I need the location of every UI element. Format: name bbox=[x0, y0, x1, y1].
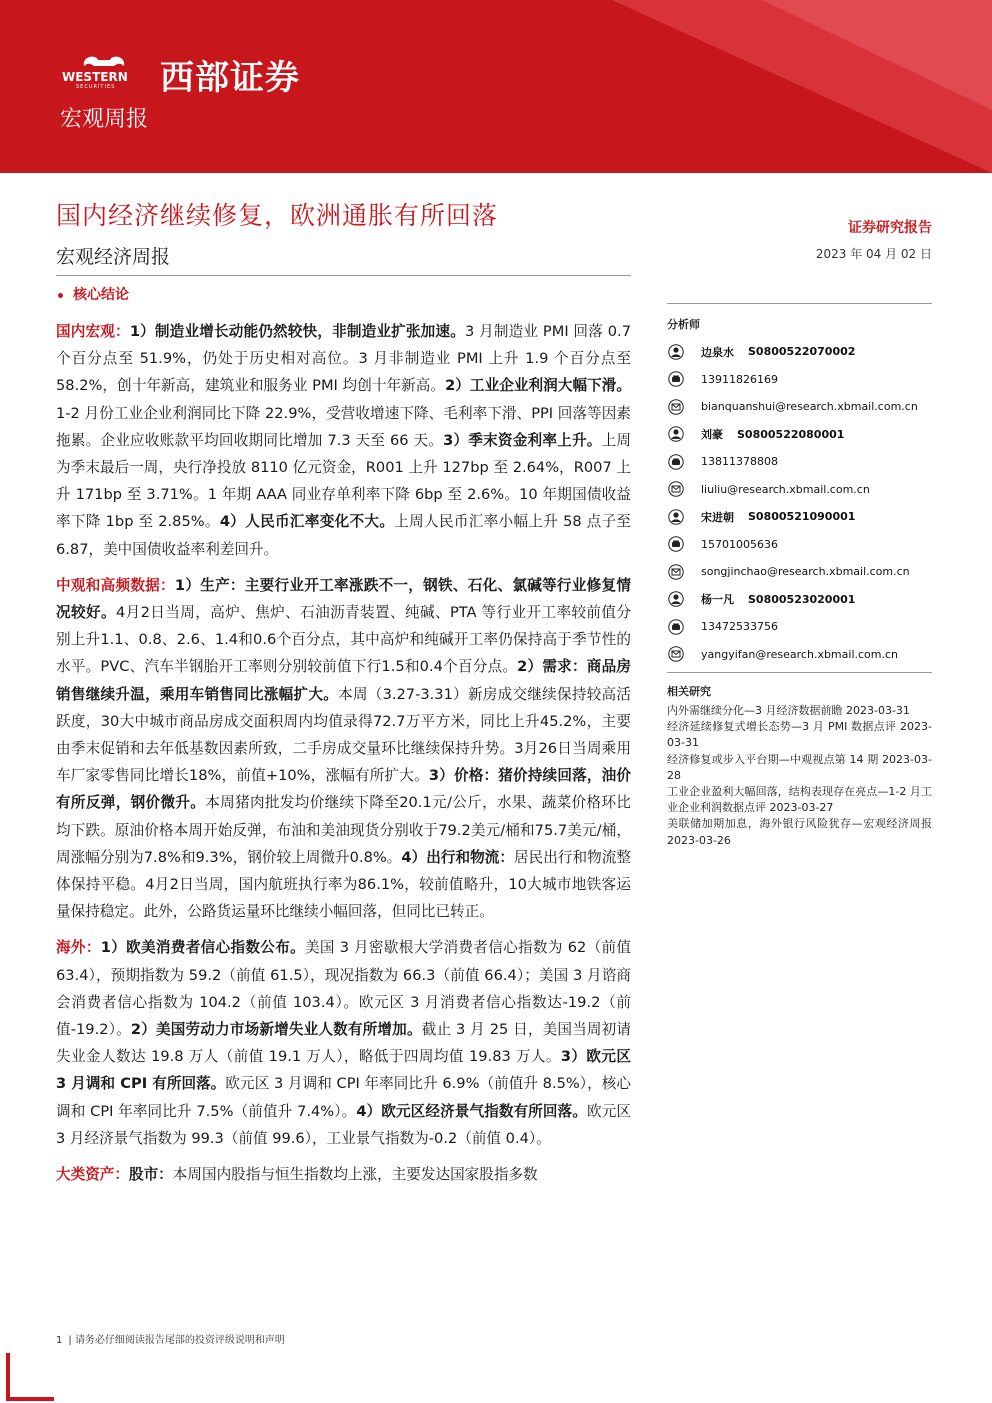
analyst-heading: 分析师 bbox=[667, 318, 700, 331]
footer-disclaimer: 请务必仔细阅读报告尾部的投资评级说明和声明 bbox=[74, 1335, 285, 1346]
logo-text-en: WESTERN bbox=[62, 70, 128, 84]
analyst-name: 刘豪 bbox=[701, 428, 723, 442]
analyst-certificate: S0800521090001 bbox=[748, 510, 856, 524]
phone-icon bbox=[667, 618, 685, 636]
analyst-row bbox=[667, 558, 932, 586]
person-icon bbox=[667, 425, 685, 443]
mail-icon bbox=[667, 563, 685, 581]
paragraph-highlight: 1）制造业增长动能仍然较快，非制造业扩张加速。 bbox=[129, 323, 465, 340]
analyst-row bbox=[667, 393, 932, 421]
related-item[interactable]: 经济延续修复式增长态势—3 月 PMI 数据点评 2023-03-31 bbox=[667, 720, 932, 750]
paragraph-highlight: 3）价格：猪价持续回落，油价有所反弹，钢价微升。 bbox=[56, 767, 631, 812]
analyst-email[interactable]: yangyifan@research.xbmail.com.cn bbox=[701, 647, 899, 661]
sidebar bbox=[667, 303, 932, 849]
paragraph-highlight: 1）生产：主要行业开工率涨跌不一，钢铁、石化、氯碱等行业修复情况较好。 bbox=[56, 576, 631, 622]
phone-icon bbox=[667, 453, 685, 471]
paragraph-text: 本周国内股指与恒生指数均上涨，主要发达国家股指多数 bbox=[172, 1166, 538, 1184]
analyst-certificate: S0800523020001 bbox=[748, 592, 856, 606]
header-decoration-light bbox=[762, 0, 992, 110]
analyst-row bbox=[667, 586, 932, 614]
analyst-list bbox=[667, 338, 932, 668]
paragraph-highlight: 4）欧元区经济景气指数有所回落。 bbox=[356, 1102, 588, 1120]
paragraph-text: 4月2日当周，高炉、焦炉、石油沥青装置、纯碱、PTA 等行业开工率较前值分别上升1.1、0.8、2.6、1.4和0.6个百分点，其中高炉和纯碱开工率仍保持高于季节性的水平。PVC、汽车半钢胎开工率则分别较前值下行1.5和0.4个百分点。 bbox=[56, 604, 631, 676]
analyst-email[interactable]: liuliu@research.xbmail.com.cn bbox=[701, 482, 870, 496]
related-list bbox=[667, 703, 932, 849]
paragraph-text: 上周为季末最后一周，央行净投放 8110 亿元资金，R001 上升 127bp 至 2.64%，R007 上升 171bp 至 3.71%。1 年期 AAA 同业存单利率下降 6bp 至 2.6%。10 年期国债收益率下降 1bp 至 2.85%。 bbox=[56, 431, 631, 531]
analyst-certificate: S0800522080001 bbox=[737, 427, 845, 441]
key-conclusion-label: 核心结论 bbox=[73, 287, 129, 303]
paragraph-text: 上周人民币汇率小幅上升 58 点子至 6.87，美中国债收益率利差回升。 bbox=[56, 513, 632, 558]
analyst-name: 杨一凡 bbox=[701, 593, 734, 607]
analyst-row bbox=[667, 641, 932, 669]
analyst-row bbox=[667, 421, 932, 449]
analyst-certificate: S0800522070002 bbox=[748, 345, 856, 359]
body-paragraph bbox=[56, 572, 631, 926]
bullet-icon bbox=[58, 293, 63, 298]
mail-icon bbox=[667, 645, 685, 663]
related-item[interactable]: 经济修复或步入平台期—中观视点第 14 期 2023-03-28 bbox=[667, 752, 932, 782]
mail-icon bbox=[667, 398, 685, 416]
report-date: 2023 年 04 月 02 日 bbox=[815, 247, 932, 261]
related-item[interactable]: 美联储加期加息，海外银行风险犹存—宏观经济周报 2023-03-26 bbox=[667, 817, 932, 847]
body-paragraph bbox=[56, 318, 631, 563]
paragraph-text: 居民出行和物流整体保持平稳。4月2日当周，国内航班执行率为86.1%，较前值略升，10大城市地铁客运量保持稳定。此外，公路货运量环比继续小幅回落，但同比已转正。 bbox=[56, 848, 631, 921]
paragraph-highlight: 4）人民币汇率变化不大。 bbox=[219, 513, 395, 531]
paragraph-text: 1-2 月份工业企业利润同比下降 22.9%，受营收增速下降、毛利率下滑、PPI 回落等因素拖累。企业应收账款平均回收期同比增加 7.3 天至 66 天。 bbox=[56, 404, 631, 449]
paragraph-text: 3 月制造业 PMI 回落 0.7 个百分点至 51.9%，仍处于历史相对高位。3 月非制造业 PMI 上升 1.9 个百分点至 58.2%，创十年新高，建筑业和服务业 PMI 均创十年新高。 bbox=[56, 323, 631, 395]
paragraph-text: 截止 3 月 25 日，美国当周初请失业金人数达 19.8 万人（前值 19.1 万人），略低于四周均值 19.83 万人。 bbox=[56, 1021, 632, 1066]
report-subtitle: 宏观经济周报 bbox=[56, 246, 171, 268]
analyst-name: 宋进朝 bbox=[701, 510, 734, 524]
paragraph-lead: 海外： bbox=[56, 939, 101, 957]
sidebar-divider-2 bbox=[667, 672, 932, 673]
paragraph-highlight: 4）出行和物流： bbox=[401, 848, 514, 866]
page-number: 1 bbox=[56, 1335, 63, 1346]
analyst-name: 边泉水 bbox=[701, 345, 734, 359]
company-name: 西部证券 bbox=[160, 58, 300, 98]
body-paragraph bbox=[56, 934, 631, 1152]
analyst-phone: 13472533756 bbox=[701, 620, 778, 634]
paragraph-highlight: 2）美国劳动力市场新增失业人数有所增加。 bbox=[130, 1021, 422, 1039]
logo-text-en-sub: SECURITIES bbox=[76, 84, 116, 90]
analyst-phone: 13911826169 bbox=[701, 372, 778, 386]
paragraph-text: 欧元区 3 月调和 CPI 年率同比升 6.9%（前值升 8.5%），核心调和 CPI 年率同比升 7.5%（前值升 7.4%）。 bbox=[56, 1075, 631, 1120]
person-icon bbox=[667, 343, 685, 361]
analyst-phone: 15701005636 bbox=[701, 537, 778, 551]
key-conclusion-heading bbox=[56, 284, 129, 304]
analyst-row bbox=[667, 613, 932, 641]
phone-icon bbox=[667, 370, 685, 388]
paragraph-highlight: 2）工业企业利润大幅下滑。 bbox=[445, 377, 631, 395]
report-title: 国内经济继续修复，欧洲通胀有所回落 bbox=[56, 201, 499, 230]
footer-separator: | bbox=[68, 1335, 72, 1346]
body-paragraph bbox=[56, 1161, 631, 1188]
analyst-row bbox=[667, 338, 932, 366]
analyst-row bbox=[667, 366, 932, 394]
paragraph-highlight: 3）季末资金利率上升。 bbox=[443, 431, 602, 449]
paragraph-highlight: 2）需求：商品房销售继续升温，乘用车销售同比涨幅扩大。 bbox=[56, 658, 631, 703]
mail-icon bbox=[667, 480, 685, 498]
corner-decoration bbox=[6, 1353, 54, 1401]
phone-icon bbox=[667, 535, 685, 553]
related-item[interactable]: 内外需继续分化—3 月经济数据前瞻 2023-03-31 bbox=[667, 704, 910, 717]
paragraph-text: 欧元区 3 月经济景气指数为 99.3（前值 99.6），工业景气指数为-0.2（前值 0.4）。 bbox=[56, 1102, 631, 1147]
analyst-phone: 13811378808 bbox=[701, 455, 778, 469]
main-body bbox=[56, 318, 631, 1197]
paragraph-lead: 中观和高频数据： bbox=[56, 576, 175, 594]
related-research bbox=[667, 683, 932, 849]
paragraph-highlight: 3）欧元区 3 月调和 CPI 有所回落。 bbox=[56, 1048, 631, 1093]
paragraph-text: 本周（3.27-3.31）新房成交继续保持较高活跃度，30大中城市商品房成交面积周内均值录得72.7万平方米，同比上升45.2%，主要由季末促销和去年低基数因素所致，二手房成交量环比继续保持升势。3月26日当周乘用车厂家零售同比增长18%，前值+10%，涨幅有所扩大。 bbox=[56, 685, 631, 785]
analyst-email[interactable]: songjinchao@research.xbmail.com.cn bbox=[701, 565, 910, 579]
report-type: 证券研究报告 bbox=[848, 220, 932, 236]
paragraph-highlight: 股市： bbox=[128, 1166, 173, 1184]
paragraph-lead: 大类资产： bbox=[56, 1166, 129, 1184]
analyst-row bbox=[667, 448, 932, 476]
analyst-row bbox=[667, 476, 932, 504]
sidebar-divider bbox=[667, 303, 932, 304]
report-header bbox=[0, 0, 992, 173]
paragraph-text: 本周猪肉批发均价继续下降至20.1元/公斤，水果、蔬菜价格环比均下跌。原油价格本周开始反弹，布油和美油现货分别收于79.2美元/桶和75.7美元/桶，周涨幅分别为7.8%和9.3%，钢价较上周微升0.8%。 bbox=[56, 794, 631, 866]
person-icon bbox=[667, 590, 685, 608]
related-heading: 相关研究 bbox=[667, 685, 711, 698]
paragraph-text: 美国 3 月密歇根大学消费者信心指数为 62（前值 63.4），预期指数为 59.2（前值 61.5），现况指数为 66.3（前值 66.4）；美国 3 月谘商会消费者信心指数为 104.2（前值 103.4）。欧元区 3 月消费者信心指数达-19.2（前值-19.2）。 bbox=[56, 939, 631, 1039]
title-divider bbox=[56, 275, 631, 276]
analyst-email[interactable]: bianquanshui@research.xbmail.com.cn bbox=[701, 400, 918, 414]
paragraph-highlight: 1）欧美消费者信心指数公布。 bbox=[100, 939, 306, 957]
analyst-row bbox=[667, 531, 932, 559]
related-item[interactable]: 工业企业盈利大幅回落，结构表现存在亮点—1-2 月工业企业利润数据点评 2023-03-27 bbox=[667, 785, 932, 815]
paragraph-lead: 国内宏观： bbox=[56, 323, 130, 340]
analyst-row bbox=[667, 503, 932, 531]
series-label: 宏观周报 bbox=[60, 107, 149, 132]
person-icon bbox=[667, 508, 685, 526]
page-footer bbox=[56, 1331, 285, 1346]
